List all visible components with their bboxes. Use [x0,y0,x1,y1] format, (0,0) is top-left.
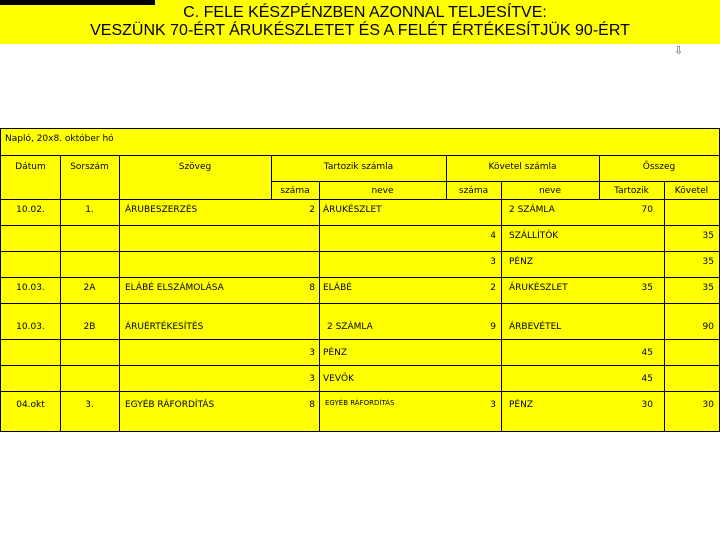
row-8-szoveg: EGYÉB RÁFORDÍTÁS [125,400,215,410]
header-sub-rule [271,181,719,182]
row-4-datum: 10.03. [16,283,45,293]
row-4-sorszam: 2A [83,283,96,293]
header-k-szama: száma [458,186,489,196]
row-4-t-szama: 8 [309,283,315,293]
header-tartozik-szamla: Tartozik számla [323,162,394,172]
row-8-kovetel: 30 [702,400,714,410]
row-4-k-neve: ÁRUKÉSZLET [509,283,568,293]
header-datum: Dátum [15,162,46,172]
row-8-k-szama: 3 [490,400,496,410]
row-3-k-szama: 3 [490,257,496,267]
row-2-k-neve: SZÁLLÍTÓK [509,231,559,241]
row-rule [1,225,719,226]
row-6-tartozik: 45 [641,348,653,358]
row-rule [1,391,719,392]
col-divider [119,199,120,431]
row-4-kovetel: 35 [702,283,714,293]
header-szoveg: Szöveg [178,162,212,172]
slide-title-line-1: C. FELE KÉSZPÉNZBEN AZONNAL TELJESÍTVE: [183,4,547,21]
row-3-kovetel: 35 [702,257,714,267]
row-8-datum: 04.okt [16,400,45,410]
header-top-rule [1,155,719,156]
col-divider [319,199,320,431]
row-5-k-szama: 9 [490,322,496,332]
row-5-k-neve: ÁRBEVÉTEL [509,322,562,332]
row-8-t-neve: EGYÉB RÁFORDÍTÁS [325,399,395,407]
row-6-t-neve: PÉNZ [323,348,348,358]
header-t-neve: neve [371,186,394,196]
header-tartozik: Tartozik [614,186,649,196]
row-4-tartozik: 35 [641,283,653,293]
row-1-sorszam: 1. [85,205,94,215]
row-6-t-szama: 3 [309,348,315,358]
header-t-szama: száma [280,186,310,196]
row-rule [1,251,719,252]
row-5-szoveg: ÁRUÉRTÉKESÍTÉS [125,322,204,332]
row-7-t-szama: 3 [309,374,315,384]
header-kovetel-szamla: Követel számla [488,162,557,172]
row-1-datum: 10.02. [16,205,45,215]
row-7-tartozik: 45 [641,374,653,384]
row-rule [1,303,719,304]
row-rule [1,339,719,340]
journal-table [0,128,720,432]
row-1-k-neve: 2 SZÁMLA [509,205,555,215]
row-8-tartozik: 30 [641,400,653,410]
row-rule [1,365,719,366]
row-1-t-neve: ÁRUKÉSZLET [323,205,382,215]
row-3-k-neve: PÉNZ [509,257,534,267]
row-8-sorszam: 3. [85,400,94,410]
journal-caption: Napló, 20x8. október hó [5,134,114,144]
text-cursor-icon: ⇩ [674,44,684,57]
row-rule [1,277,719,278]
row-2-k-szama: 4 [490,231,496,241]
header-sorszam: Sorszám [70,162,109,172]
row-4-t-neve: ELÁBÉ [323,283,352,293]
header-osszeg: Összeg [642,162,676,172]
col-divider [501,199,502,431]
header-k-neve: neve [538,186,562,196]
row-5-datum: 10.03. [16,322,45,332]
row-8-t-szama: 8 [309,400,315,410]
row-5-sorszam: 2B [83,322,96,332]
row-4-k-szama: 2 [490,283,496,293]
col-divider [60,199,61,431]
header-bottom-rule [1,199,719,200]
row-2-kovetel: 35 [702,231,714,241]
header-kovetel: Követel [674,186,709,196]
row-4-szoveg: ELÁBÉ ELSZÁMOLÁSA [125,283,224,293]
slide-title-line-2: VESZÜNK 70-ÉRT ÁRUKÉSZLETET ÉS A FELÉT ÉRTÉKESÍTJÜK 90-ÉRT [90,22,630,39]
row-7-t-neve: VEVŐK [323,374,354,384]
row-5-kovetel: 90 [702,322,714,332]
row-1-t-szama: 2 [309,205,315,215]
row-1-tartozik: 70 [641,205,653,215]
row-5-t-neve: 2 SZÁMLA [327,322,373,332]
row-8-k-neve: PÉNZ [509,400,534,410]
row-1-szoveg: ÁRUBESZERZÉS [125,205,198,215]
